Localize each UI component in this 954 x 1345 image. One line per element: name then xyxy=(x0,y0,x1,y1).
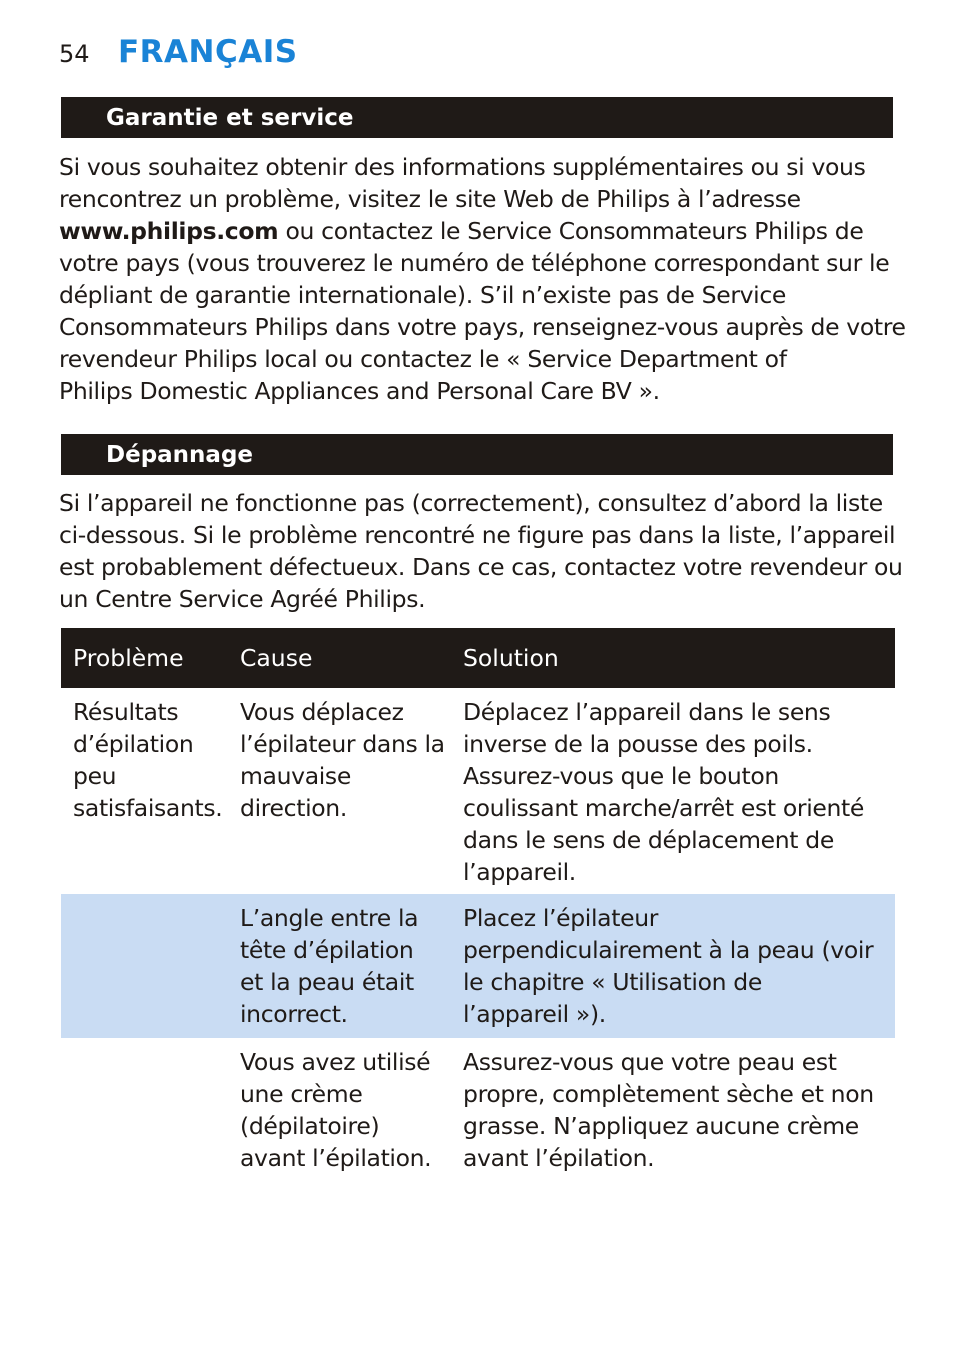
cell-line: avant l’épilation. xyxy=(463,1144,655,1172)
problem-cell xyxy=(61,696,228,888)
paragraph-line: votre pays (vous trouverez le numéro de téléphone correspondant sur le xyxy=(59,249,890,277)
cell-line: tête d’épilation xyxy=(240,936,414,964)
cell-line: avant l’épilation. xyxy=(240,1144,432,1172)
cell-line: le chapitre « Utilisation de xyxy=(463,968,762,996)
table-row xyxy=(61,1038,895,1182)
troubleshooting-paragraph xyxy=(59,487,903,615)
cell-line: coulissant marche/arrêt est orienté xyxy=(463,794,865,822)
cell-line: Vous déplacez xyxy=(240,698,404,726)
cell-line: peu xyxy=(73,762,117,790)
cause-cell xyxy=(228,1046,451,1174)
cause-cell xyxy=(228,902,451,1030)
solution-cell xyxy=(451,696,895,888)
table-header xyxy=(61,628,895,688)
page-number: 54 xyxy=(59,40,90,68)
cell-line: et la peau était xyxy=(240,968,414,996)
philips-website-link[interactable]: www.philips.com xyxy=(59,217,279,245)
paragraph-line: rencontrez un problème, visitez le site Web de Philips à l’adresse xyxy=(59,185,801,213)
paragraph-line: ci-dessous. Si le problème rencontré ne figure pas dans la liste, l’appareil xyxy=(59,521,896,549)
warranty-paragraph xyxy=(59,151,906,407)
paragraph-text: ou contactez le Service Consommateurs Philips de xyxy=(278,217,864,245)
paragraph-line: Philips Domestic Appliances and Personal Care BV ». xyxy=(59,377,660,405)
paragraph-line xyxy=(59,215,899,247)
cell-line: Vous avez utilisé xyxy=(240,1048,431,1076)
problem-cell xyxy=(61,902,228,1030)
cell-line: Résultats xyxy=(73,698,179,726)
cell-line: propre, complètement sèche et non xyxy=(463,1080,874,1108)
troubleshooting-section-title: Dépannage xyxy=(61,434,893,475)
troubleshooting-table xyxy=(61,628,895,1182)
cell-line: dans le sens de déplacement de xyxy=(463,826,834,854)
problem-cell xyxy=(61,1046,228,1174)
warranty-section-title: Garantie et service xyxy=(61,97,893,138)
paragraph-line: revendeur Philips local ou contactez le « Service Department of xyxy=(59,345,787,373)
language-heading: FRANÇAIS xyxy=(118,34,298,70)
cell-line: Déplacez l’appareil dans le sens xyxy=(463,698,831,726)
cell-line: Placez l’épilateur xyxy=(463,904,659,932)
paragraph-line: Consommateurs Philips dans votre pays, renseignez-vous auprès de votre xyxy=(59,313,906,341)
solution-cell xyxy=(451,1046,895,1174)
cell-line: L’angle entre la xyxy=(240,904,419,932)
cell-line: Assurez-vous que le bouton xyxy=(463,762,779,790)
paragraph-line: Si l’appareil ne fonctionne pas (correctement), consultez d’abord la liste xyxy=(59,489,883,517)
table-row xyxy=(61,894,895,1038)
cell-line: grasse. N’appliquez aucune crème xyxy=(463,1112,859,1140)
paragraph-line: dépliant de garantie internationale). S’il n’existe pas de Service xyxy=(59,281,787,309)
solution-cell xyxy=(451,902,895,1030)
cell-line: inverse de la pousse des poils. xyxy=(463,730,813,758)
cell-line: direction. xyxy=(240,794,347,822)
paragraph-line: un Centre Service Agréé Philips. xyxy=(59,585,426,613)
cell-line: l’appareil. xyxy=(463,858,576,886)
table-row xyxy=(61,688,895,894)
cause-cell xyxy=(228,696,451,888)
cell-line: Assurez-vous que votre peau est xyxy=(463,1048,837,1076)
cell-line: (dépilatoire) xyxy=(240,1112,380,1140)
cell-line: l’épilateur dans la xyxy=(240,730,445,758)
cell-line: mauvaise xyxy=(240,762,351,790)
cell-line: d’épilation xyxy=(73,730,194,758)
header-cause: Cause xyxy=(240,644,313,672)
cell-line: incorrect. xyxy=(240,1000,348,1028)
paragraph-line: est probablement défectueux. Dans ce cas, contactez votre revendeur ou xyxy=(59,553,903,581)
cell-line: l’appareil »). xyxy=(463,1000,606,1028)
header-solution: Solution xyxy=(463,644,559,672)
cell-line: satisfaisants. xyxy=(73,794,223,822)
header-problem: Problème xyxy=(73,644,184,672)
paragraph-line: Si vous souhaitez obtenir des informations supplémentaires ou si vous xyxy=(59,153,866,181)
cell-line: perpendiculairement à la peau (voir xyxy=(463,936,874,964)
cell-line: une crème xyxy=(240,1080,363,1108)
